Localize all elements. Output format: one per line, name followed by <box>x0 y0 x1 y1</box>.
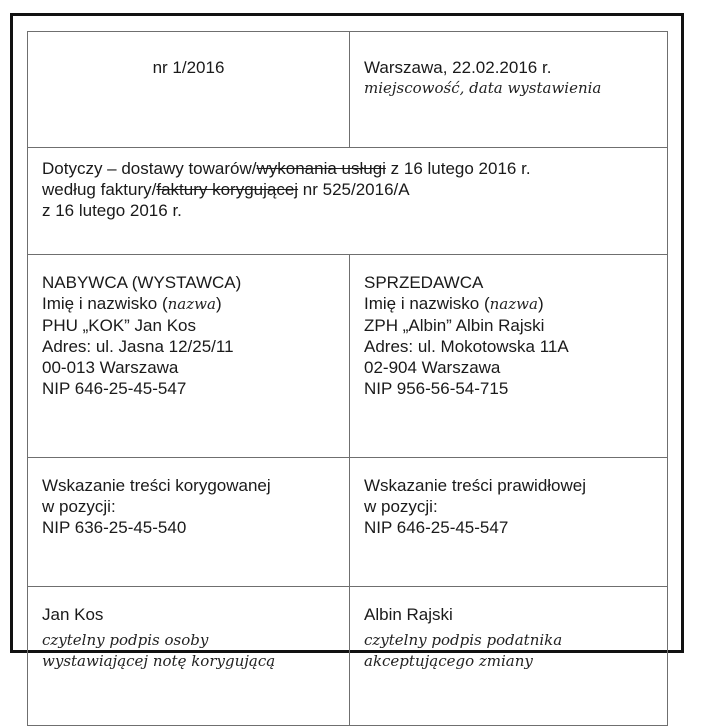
buyer-name: PHU „KOK” Jan Kos <box>42 316 196 335</box>
concerns-line-2 <box>42 179 653 200</box>
seller-name-label-text: Imię i nazwisko ( <box>364 294 490 313</box>
buyer-nip: NIP 646-25-45-547 <box>42 379 187 398</box>
taxpayer-signature-caption-2: akceptującego zmiany <box>364 652 533 670</box>
concerns-cell <box>28 148 668 255</box>
seller-cell <box>350 255 668 458</box>
struck-correcting-text: faktury korygującej <box>156 180 299 199</box>
taxpayer-signature-cell <box>350 587 668 726</box>
buyer-name-label-text: Imię i nazwisko ( <box>42 294 168 313</box>
issuer-signature-caption-2: wystawiającej notę korygującą <box>42 652 276 670</box>
seller-role: SPRZEDAWCA <box>364 273 484 292</box>
correct-label-line-1: Wskazanie treści prawidłowej <box>364 476 587 495</box>
correct-value: NIP 646-25-45-547 <box>364 518 509 537</box>
taxpayer-signature-name: Albin Rajski <box>364 605 453 624</box>
seller-name-label <box>364 293 653 315</box>
place-date: Warszawa, 22.02.2016 r. <box>364 58 552 77</box>
correct-label-line-2: w pozycji: <box>364 497 438 516</box>
issuer-signature-caption-1: czytelny podpis osoby <box>42 631 209 649</box>
seller-address: Adres: ul. Mokotowska 11A <box>364 337 569 356</box>
buyer-city: 00-013 Warszawa <box>42 358 179 377</box>
note-number: nr 1/2016 <box>152 58 225 77</box>
correct-content-cell <box>350 458 668 587</box>
buyer-name-label-close: ) <box>215 294 222 313</box>
corrected-value: NIP 636-25-45-540 <box>42 518 187 537</box>
seller-nip: NIP 956-56-54-715 <box>364 379 509 398</box>
seller-city: 02-904 Warszawa <box>364 358 501 377</box>
parties-row <box>28 255 668 458</box>
place-date-cell <box>350 32 668 148</box>
buyer-name-label <box>42 293 335 315</box>
document-frame <box>10 13 684 670</box>
invoice-date: z 16 lutego 2016 r. <box>42 201 182 220</box>
signature-row <box>28 587 668 726</box>
buyer-address: Adres: ul. Jasna 12/25/11 <box>42 337 234 356</box>
issuer-signature-cell <box>28 587 350 726</box>
note-number-cell <box>28 32 350 148</box>
invoice-number: nr 525/2016/A <box>298 180 410 199</box>
concerns-line-1 <box>42 158 653 179</box>
place-date-caption: miejscowość, data wystawienia <box>364 79 602 97</box>
corrected-content-cell <box>28 458 350 587</box>
seller-name: ZPH „Albin” Albin Rajski <box>364 316 545 335</box>
concerns-row <box>28 148 668 255</box>
correction-note-table <box>27 31 668 726</box>
seller-name-label-italic: nazwa <box>489 295 538 313</box>
corrected-label-line-2: w pozycji: <box>42 497 116 516</box>
issuer-signature-name: Jan Kos <box>42 605 104 624</box>
buyer-cell <box>28 255 350 458</box>
concerns-date: z 16 lutego 2016 r. <box>385 159 531 178</box>
header-row <box>28 32 668 148</box>
buyer-role: NABYWCA (WYSTAWCA) <box>42 273 242 292</box>
seller-name-label-close: ) <box>537 294 544 313</box>
invoice-prefix: według faktury/ <box>42 180 157 199</box>
correction-row <box>28 458 668 587</box>
corrected-label-line-1: Wskazanie treści korygowanej <box>42 476 271 495</box>
struck-service-text: wykonania usługi <box>256 159 386 178</box>
taxpayer-signature-caption-1: czytelny podpis podatnika <box>364 631 563 649</box>
buyer-name-label-italic: nazwa <box>167 295 216 313</box>
concerns-prefix: Dotyczy – dostawy towarów/ <box>42 159 257 178</box>
